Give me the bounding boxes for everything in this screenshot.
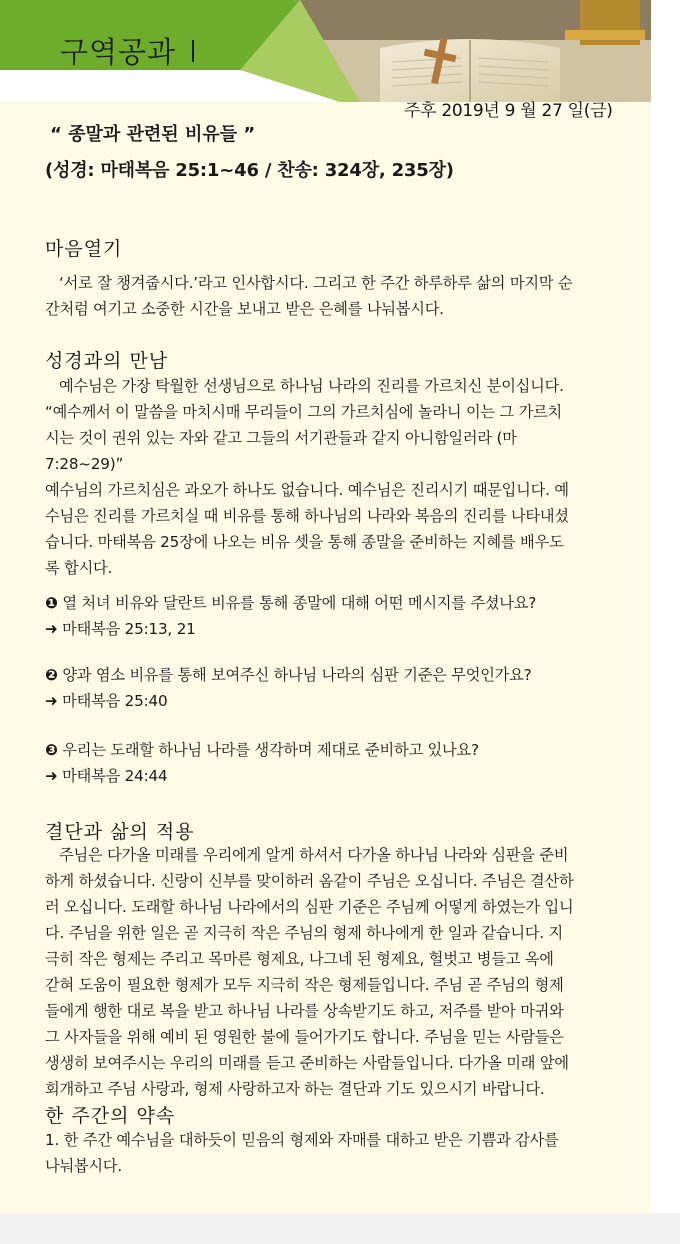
number-badge-icon: ❷ [45, 666, 58, 684]
text-line: 나눠봅시다. [45, 1157, 122, 1175]
section-heading-promise: 한 주간의 약속 [45, 1105, 176, 1127]
text-line: 습니다. 마태복음 25장에 나오는 비유 셋을 통해 종말을 준비하는 지혜를 배우도 [45, 533, 564, 551]
text-line: 1. 한 주간 예수님을 대하듯이 믿음의 형제와 자매를 대하고 받은 기쁨과 감사를 [45, 1131, 559, 1149]
text-line: 들에게 행한 대로 복을 받고 하나님 나라를 상속받기도 하고, 저주를 받아 마귀와 [45, 1002, 564, 1020]
text-line: 극히 작은 형제는 주리고 목마른 형제요, 나그네 된 형제요, 헐벗고 병들고 옥에 [45, 950, 554, 968]
section-heading-application: 결단과 삶의 적용 [45, 821, 195, 843]
question-1 [45, 590, 536, 642]
number-badge-icon: ❸ [45, 741, 58, 759]
application-paragraph [45, 842, 617, 1102]
question-2 [45, 662, 532, 714]
lesson-date: 주후 2019년 9 월 27 일(금) [404, 101, 613, 121]
question-text: 우리는 도래할 하나님 나라를 생각하며 제대로 준비하고 있나요? [62, 741, 479, 759]
text-line: 7:28~29)” [45, 455, 124, 473]
text-line: 하게 하셨습니다. 신랑이 신부를 맞이하러 옴같이 주님은 오십니다. 주님은 결산하 [45, 872, 574, 890]
text-line: 주님은 다가올 미래를 우리에게 알게 하셔서 다가올 하나님 나라와 심판을 준비 [59, 846, 569, 864]
opening-paragraph [45, 270, 617, 296]
text-line: 예수님의 가르치심은 과오가 하나도 없습니다. 예수님은 진리시기 때문입니다. 예 [45, 481, 569, 499]
page-margin-right [651, 0, 680, 1244]
section-heading-opening: 마음열기 [45, 238, 123, 260]
header-banner [0, 0, 651, 102]
text-line: 록 합시다. [45, 559, 113, 577]
question-reference: ➜ 마태복음 24:44 [45, 767, 168, 785]
question-reference: ➜ 마태복음 25:40 [45, 692, 168, 710]
text-line: “예수께서 이 말씀을 마치시매 무리들이 그의 가르치심에 놀라니 이는 그 가르치 [45, 403, 563, 421]
opening-paragraph-cont [45, 296, 617, 322]
header-title: 구역공과 [60, 35, 177, 69]
text-line: 러 오십니다. 도래할 하나님 나라에서의 심판 기준은 주님께 어떻게 하였는가 입니 [45, 898, 574, 916]
text-line: 수님은 진리를 가르치실 때 비유를 통해 하나님의 나라와 복음의 진리를 나타내셨 [45, 507, 569, 525]
text-line: 간처럼 여기고 소중한 시간을 보내고 받은 은혜를 나눠봅시다. [45, 300, 444, 318]
section-heading-bible: 성경과의 만남 [45, 350, 169, 372]
promise-paragraph [45, 1127, 617, 1179]
question-reference: ➜ 마태복음 25:13, 21 [45, 620, 196, 638]
header-divider [192, 40, 194, 62]
question-3 [45, 737, 479, 789]
text-line: 생생히 보여주시는 우리의 미래를 듣고 준비하는 사람들입니다. 다가올 미래 앞에 [45, 1054, 569, 1072]
text-line: 시는 것이 권위 있는 자와 같고 그들의 서기관들과 같지 아니함일러라 (마 [45, 429, 517, 447]
number-badge-icon: ❶ [45, 594, 58, 612]
text-line: ‘서로 잘 챙겨줍시다.’라고 인사합시다. 그리고 한 주간 하루하루 삶의 마지막 순 [59, 274, 573, 292]
text-line: 갇혀 도움이 필요한 형제가 모두 지극히 작은 형제들입니다. 주님 곧 주님의 형제 [45, 976, 564, 994]
bible-paragraph [45, 373, 617, 581]
page-margin-bottom [0, 1213, 680, 1244]
lesson-title: “ 종말과 관련된 비유들 ” [50, 124, 256, 145]
text-line: 다. 주님을 위한 일은 곧 지극히 작은 주님의 형제 하나에게 한 일과 같습니다. 지 [45, 924, 564, 942]
question-text: 양과 염소 비유를 통해 보여주신 하나님 나라의 심판 기준은 무엇인가요? [62, 666, 532, 684]
scripture-reference: (성경: 마태복음 25:1~46 / 찬송: 324장, 235장) [45, 160, 454, 181]
text-line: 예수님은 가장 탁월한 선생님으로 하나님 나라의 진리를 가르치신 분이십니다. [59, 377, 564, 395]
text-line: 그 사자들을 위해 예비 된 영원한 불에 들어가기도 합니다. 주님을 믿는 사람들은 [45, 1028, 564, 1046]
text-line: 회개하고 주님 사랑과, 형제 사랑하고자 하는 결단과 기도 있으시기 바랍니다. [45, 1080, 545, 1098]
question-text: 열 처녀 비유와 달란트 비유를 통해 종말에 대해 어떤 메시지를 주셨나요? [62, 594, 537, 612]
